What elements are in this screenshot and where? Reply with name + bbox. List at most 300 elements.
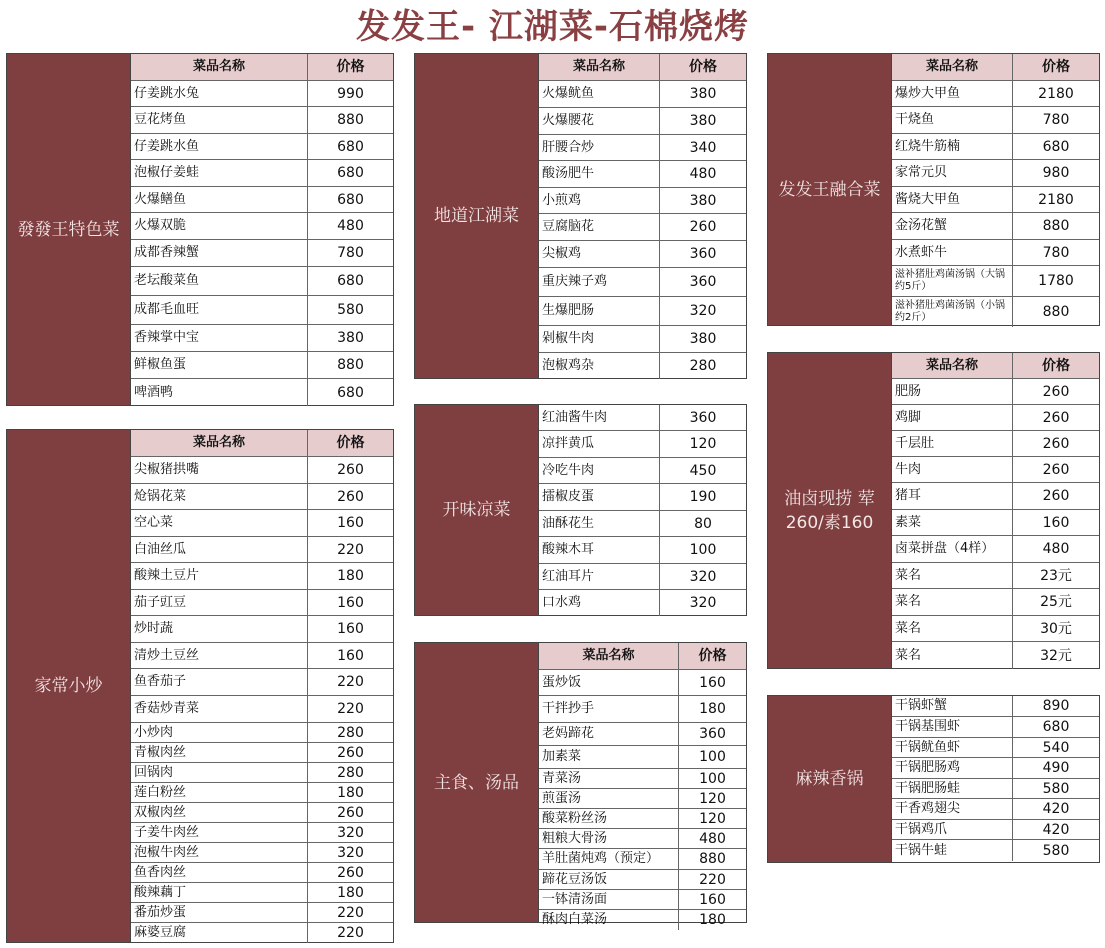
menu-item-row[interactable] (892, 840, 1099, 861)
menu-item-row[interactable] (131, 696, 393, 723)
dish-price: 580 (1042, 842, 1070, 859)
dish-name: 回锅肉 (131, 763, 308, 782)
menu-item-row[interactable] (131, 213, 393, 240)
menu-item-row[interactable] (892, 589, 1099, 616)
menu-item-row[interactable] (892, 642, 1099, 669)
category-label: 家常小炒 (7, 430, 131, 942)
menu-item-row[interactable] (892, 81, 1099, 107)
dish-name: 泡椒鸡杂 (539, 353, 660, 379)
dish-name: 红烧牛筋楠 (892, 134, 1013, 159)
dish-price: 380 (689, 331, 717, 347)
dish-name: 卤菜拼盘（4样） (892, 536, 1013, 562)
menu-section-table (767, 695, 1100, 863)
dish-name: 子姜牛肉丝 (131, 823, 308, 842)
menu-item-row[interactable] (539, 590, 746, 616)
dish-name: 生爆肥肠 (539, 297, 660, 325)
menu-item-row[interactable] (131, 883, 393, 903)
dish-name: 油酥花生 (539, 511, 660, 536)
menu-item-row[interactable] (892, 536, 1099, 563)
menu-item-row[interactable] (892, 266, 1099, 297)
dish-name: 一钵清汤面 (539, 890, 679, 909)
menu-item-row[interactable] (131, 484, 393, 510)
dish-name: 干拌抄手 (539, 696, 679, 722)
dish-name: 酸辣木耳 (539, 537, 660, 563)
dish-name: 素菜 (892, 510, 1013, 535)
menu-item-row[interactable] (131, 187, 393, 213)
dish-name: 双椒肉丝 (131, 803, 308, 822)
column-header-name: 菜品名称 (131, 54, 308, 80)
table-header-row (892, 54, 1099, 81)
menu-item-row[interactable] (539, 81, 746, 108)
dish-name: 冷吃牛肉 (539, 458, 660, 483)
table-header-row (539, 643, 746, 670)
dish-price: 360 (689, 246, 717, 262)
menu-item-row[interactable] (892, 717, 1099, 738)
dish-price: 100 (699, 749, 726, 765)
menu-item-row[interactable] (892, 405, 1099, 431)
dish-price: 420 (1042, 821, 1070, 838)
dish-name: 肝腰合炒 (539, 135, 660, 160)
dish-price: 160 (699, 891, 726, 908)
menu-rows (892, 696, 1099, 862)
menu-item-row[interactable] (539, 870, 746, 890)
dish-price: 1780 (1038, 273, 1074, 289)
menu-item-row[interactable] (892, 457, 1099, 483)
dish-price: 260 (337, 488, 364, 505)
dish-price: 160 (699, 674, 726, 691)
menu-item-row[interactable] (131, 669, 393, 696)
menu-item-row[interactable] (131, 563, 393, 590)
dish-price: 380 (689, 86, 717, 102)
category-label: 发发王融合菜 (768, 54, 892, 325)
dish-price: 480 (689, 166, 717, 182)
menu-item-row[interactable] (539, 431, 746, 458)
menu-title: 发发王- 江湖菜-石棉烧烤 (355, 7, 750, 47)
dish-price: 320 (689, 595, 717, 611)
menu-item-row[interactable] (892, 799, 1099, 820)
menu-item-row[interactable] (131, 643, 393, 669)
dish-price: 380 (689, 192, 717, 209)
dish-name: 爆炒大甲鱼 (892, 81, 1013, 106)
dish-price: 880 (1042, 304, 1070, 320)
dish-name: 仔姜跳水鱼 (131, 134, 308, 159)
dish-price: 540 (1042, 739, 1070, 756)
menu-item-row[interactable] (131, 783, 393, 803)
menu-item-row[interactable] (539, 809, 746, 829)
table-header-row (131, 430, 393, 457)
dish-price: 480 (699, 830, 726, 847)
menu-item-row[interactable] (892, 379, 1099, 405)
menu-rows (539, 643, 746, 928)
menu-item-row[interactable] (131, 379, 393, 406)
dish-price: 160 (337, 515, 364, 531)
dish-price: 360 (699, 726, 726, 742)
dish-price: 280 (337, 724, 364, 741)
dish-price: 100 (689, 542, 717, 558)
menu-item-row[interactable] (539, 135, 746, 161)
dish-price: 260 (1042, 488, 1070, 504)
category-label: 主食、汤品 (415, 643, 539, 922)
dish-price: 180 (699, 912, 726, 928)
menu-item-row[interactable] (131, 863, 393, 883)
dish-name: 菜名 (892, 642, 1013, 669)
dish-name: 火爆鳝鱼 (131, 187, 308, 212)
dish-name: 尖椒猪拱嘴 (131, 457, 308, 483)
menu-item-row[interactable] (539, 696, 746, 723)
menu-item-row[interactable] (892, 483, 1099, 510)
dish-name: 剁椒牛肉 (539, 326, 660, 352)
menu-item-row[interactable] (539, 241, 746, 268)
dish-price: 220 (337, 925, 364, 941)
dish-name: 干锅基围虾 (892, 717, 1013, 737)
dish-name: 干锅肥肠鸡 (892, 758, 1013, 778)
dish-price: 880 (1042, 218, 1070, 234)
menu-item-row[interactable] (539, 890, 746, 910)
dish-name: 茄子豇豆 (131, 590, 308, 615)
menu-item-row[interactable] (539, 849, 746, 870)
menu-item-row[interactable] (539, 670, 746, 696)
menu-item-row[interactable] (539, 789, 746, 809)
menu-item-row[interactable] (539, 746, 746, 769)
menu-item-row[interactable] (131, 923, 393, 943)
dish-name: 鸡脚 (892, 405, 1013, 430)
dish-price: 180 (337, 884, 364, 901)
dish-price: 30元 (1040, 620, 1072, 637)
dish-name: 家常元贝 (892, 160, 1013, 186)
dish-price: 260 (1042, 409, 1070, 426)
dish-price: 280 (689, 358, 717, 374)
menu-rows (892, 54, 1099, 325)
dish-price: 580 (1042, 780, 1070, 797)
category-label: 發發王特色菜 (7, 54, 131, 405)
dish-price: 680 (337, 273, 364, 289)
dish-name: 干锅鸡爪 (892, 820, 1013, 839)
dish-name: 煎蛋汤 (539, 789, 679, 808)
menu-item-row[interactable] (131, 352, 393, 379)
menu-section-table (414, 404, 747, 616)
dish-name: 口水鸡 (539, 590, 660, 616)
dish-name: 酸辣土豆片 (131, 563, 308, 589)
dish-price: 680 (1042, 138, 1070, 155)
dish-name: 仔姜跳水兔 (131, 81, 308, 106)
menu-item-row[interactable] (539, 564, 746, 590)
menu-section-table (767, 352, 1100, 669)
dish-name: 酸菜粉丝汤 (539, 809, 679, 828)
menu-item-row[interactable] (892, 563, 1099, 589)
dish-name: 红油耳片 (539, 564, 660, 589)
menu-item-row[interactable] (892, 107, 1099, 134)
dish-price: 80 (694, 515, 712, 532)
dish-name: 番茄炒蛋 (131, 903, 308, 922)
menu-item-row[interactable] (131, 743, 393, 763)
dish-price: 25元 (1040, 594, 1072, 610)
menu-item-row[interactable] (892, 187, 1099, 213)
menu-section-table (414, 642, 747, 928)
menu-item-row[interactable] (131, 267, 393, 296)
dish-price: 220 (337, 701, 364, 717)
dish-name: 酥肉白菜汤 (539, 910, 679, 930)
dish-price: 480 (337, 218, 364, 234)
dish-price: 120 (699, 810, 726, 827)
dish-price: 220 (337, 674, 364, 690)
dish-name: 老坛酸菜鱼 (131, 267, 308, 295)
dish-price: 160 (337, 647, 364, 664)
dish-price: 2180 (1038, 191, 1074, 208)
dish-name: 蛋炒饭 (539, 670, 679, 695)
dish-price: 890 (1042, 698, 1070, 714)
dish-name: 炒时蔬 (131, 616, 308, 642)
column-header-price: 价格 (698, 648, 727, 664)
dish-price: 160 (1042, 514, 1070, 531)
menu-item-row[interactable] (539, 326, 746, 353)
dish-name: 小炒肉 (131, 723, 308, 742)
dish-price: 260 (337, 864, 364, 881)
menu-item-row[interactable] (131, 763, 393, 783)
dish-name: 千层肚 (892, 431, 1013, 456)
column-header-price: 价格 (1042, 357, 1070, 374)
dish-name: 酸辣藕丁 (131, 883, 308, 902)
dish-name: 白油丝瓜 (131, 537, 308, 562)
column-header-price: 价格 (336, 435, 365, 451)
dish-price: 680 (1042, 719, 1070, 735)
dish-name: 红油酱牛肉 (539, 405, 660, 430)
dish-name: 青菜汤 (539, 769, 679, 788)
dish-price: 160 (337, 594, 364, 611)
menu-item-row[interactable] (539, 405, 746, 431)
dish-name: 滋补猪肚鸡菌汤锅（小锅约2斤） (892, 297, 1013, 327)
dish-name: 酱烧大甲鱼 (892, 187, 1013, 212)
menu-item-row[interactable] (131, 134, 393, 160)
dish-name: 火爆腰花 (539, 108, 660, 134)
category-label: 麻辣香锅 (768, 696, 892, 862)
category-label: 地道江湖菜 (415, 54, 539, 378)
dish-price: 220 (337, 541, 364, 558)
menu-item-row[interactable] (131, 843, 393, 863)
dish-price: 32元 (1040, 647, 1072, 664)
dish-name: 鱼香肉丝 (131, 863, 308, 882)
dish-name: 豆腐脑花 (539, 214, 660, 240)
dish-name: 重庆辣子鸡 (539, 268, 660, 296)
menu-item-row[interactable] (539, 484, 746, 511)
menu-item-row[interactable] (539, 214, 746, 241)
dish-name: 泡椒牛肉丝 (131, 843, 308, 862)
menu-item-row[interactable] (892, 820, 1099, 840)
menu-item-row[interactable] (131, 903, 393, 923)
dish-price: 23元 (1040, 567, 1072, 584)
table-header-row (539, 54, 746, 81)
menu-item-row[interactable] (539, 511, 746, 537)
dish-name: 牛肉 (892, 457, 1013, 482)
dish-price: 120 (699, 790, 726, 807)
table-header-row (892, 353, 1099, 379)
dish-price: 280 (337, 764, 364, 781)
menu-item-row[interactable] (131, 803, 393, 823)
menu-item-row[interactable] (131, 325, 393, 352)
dish-price: 320 (689, 568, 717, 585)
dish-name: 青椒肉丝 (131, 743, 308, 762)
menu-item-row[interactable] (892, 297, 1099, 327)
table-header-row (131, 54, 393, 81)
dish-name: 鲜椒鱼蛋 (131, 352, 308, 378)
dish-name: 泡椒仔姜蛙 (131, 160, 308, 186)
menu-item-row[interactable] (539, 829, 746, 849)
dish-name: 炝锅花菜 (131, 484, 308, 509)
column-header-name: 菜品名称 (131, 430, 308, 456)
dish-price: 180 (337, 784, 364, 801)
dish-price: 320 (337, 824, 364, 841)
menu-item-row[interactable] (131, 296, 393, 325)
dish-price: 490 (1042, 760, 1070, 776)
menu-item-row[interactable] (892, 510, 1099, 536)
menu-rows (131, 430, 393, 942)
column-header-name: 菜品名称 (892, 353, 1013, 378)
menu-item-row[interactable] (892, 779, 1099, 799)
dish-price: 980 (1042, 165, 1070, 181)
dish-price: 340 (689, 139, 717, 156)
dish-price: 2180 (1038, 85, 1074, 102)
dish-name: 清炒土豆丝 (131, 643, 308, 668)
dish-name: 香辣掌中宝 (131, 325, 308, 351)
dish-name: 干锅肥肠蛙 (892, 779, 1013, 798)
dish-name: 豆花烤鱼 (131, 107, 308, 133)
dish-price: 780 (1042, 244, 1070, 261)
dish-name: 菜名 (892, 563, 1013, 588)
dish-price: 180 (699, 701, 726, 717)
dish-price: 360 (689, 409, 717, 426)
dish-name: 火爆双脆 (131, 213, 308, 239)
dish-price: 680 (337, 138, 364, 155)
column-header-name: 菜品名称 (539, 643, 679, 669)
dish-name: 老妈蹄花 (539, 723, 679, 745)
dish-name: 莲白粉丝 (131, 783, 308, 802)
menu-item-row[interactable] (892, 696, 1099, 717)
menu-item-row[interactable] (892, 616, 1099, 642)
category-label: 开味凉菜 (415, 405, 539, 615)
dish-price: 120 (689, 436, 717, 452)
menu-item-row[interactable] (131, 240, 393, 267)
dish-price: 880 (337, 112, 364, 128)
dish-name: 粗粮大骨汤 (539, 829, 679, 848)
menu-item-row[interactable] (539, 188, 746, 214)
dish-name: 滋补猪肚鸡菌汤锅（大锅约5斤） (892, 266, 1013, 296)
dish-name: 小煎鸡 (539, 188, 660, 213)
menu-rows (131, 54, 393, 405)
dish-price: 190 (689, 489, 717, 505)
dish-name: 猪耳 (892, 483, 1013, 509)
dish-price: 320 (337, 844, 364, 861)
menu-item-row[interactable] (892, 431, 1099, 457)
dish-price: 780 (337, 245, 364, 261)
dish-price: 380 (689, 113, 717, 129)
column-header-price: 价格 (336, 59, 365, 75)
dish-name: 水煮虾牛 (892, 240, 1013, 265)
dish-name: 干锅虾蟹 (892, 696, 1013, 716)
dish-name: 干烧鱼 (892, 107, 1013, 133)
menu-item-row[interactable] (131, 107, 393, 134)
dish-name: 成都香辣蟹 (131, 240, 308, 266)
dish-name: 羊肚菌炖鸡（预定） (539, 849, 679, 869)
menu-item-row[interactable] (892, 213, 1099, 240)
dish-price: 260 (337, 462, 364, 478)
menu-item-row[interactable] (131, 510, 393, 537)
menu-item-row[interactable] (131, 723, 393, 743)
dish-name: 鱼香茄子 (131, 669, 308, 695)
menu-item-row[interactable] (539, 723, 746, 746)
menu-item-row[interactable] (539, 458, 746, 484)
column-header-price: 价格 (1042, 59, 1070, 75)
menu-rows (892, 353, 1099, 668)
dish-name: 尖椒鸡 (539, 241, 660, 267)
menu-item-row[interactable] (131, 537, 393, 563)
menu-item-row[interactable] (539, 108, 746, 135)
column-header-name: 菜品名称 (892, 54, 1013, 80)
menu-item-row[interactable] (892, 758, 1099, 779)
menu-item-row[interactable] (131, 160, 393, 187)
dish-name: 干锅牛蛙 (892, 840, 1013, 861)
dish-price: 100 (699, 770, 726, 787)
menu-item-row[interactable] (539, 297, 746, 326)
menu-item-row[interactable] (539, 161, 746, 188)
menu-item-row[interactable] (131, 823, 393, 843)
menu-item-row[interactable] (539, 537, 746, 564)
dish-price: 260 (1042, 383, 1070, 400)
menu-section-table (414, 53, 747, 379)
menu-item-row[interactable] (892, 160, 1099, 187)
dish-price: 260 (337, 744, 364, 761)
menu-rows (539, 405, 746, 615)
dish-name: 菜名 (892, 616, 1013, 641)
category-label: 油卤现捞 荤260/素160 (768, 353, 892, 668)
dish-name: 擂椒皮蛋 (539, 484, 660, 510)
menu-item-row[interactable] (539, 910, 746, 930)
menu-section-table (767, 53, 1100, 326)
menu-item-row[interactable] (539, 769, 746, 789)
dish-price: 990 (337, 85, 364, 102)
dish-name: 菜名 (892, 589, 1013, 615)
menu-item-row[interactable] (539, 353, 746, 379)
dish-name: 酸汤肥牛 (539, 161, 660, 187)
menu-item-row[interactable] (539, 268, 746, 297)
dish-name: 金汤花蟹 (892, 213, 1013, 239)
menu-item-row[interactable] (892, 738, 1099, 758)
menu-item-row[interactable] (131, 590, 393, 616)
dish-name: 空心菜 (131, 510, 308, 536)
dish-price: 380 (337, 330, 364, 346)
dish-price: 260 (337, 804, 364, 821)
dish-name: 干香鸡翅尖 (892, 799, 1013, 819)
dish-name: 干锅鱿鱼虾 (892, 738, 1013, 757)
dish-name: 麻婆豆腐 (131, 923, 308, 943)
dish-price: 220 (337, 904, 364, 921)
dish-name: 火爆鱿鱼 (539, 81, 660, 107)
dish-price: 360 (689, 274, 717, 290)
menu-item-row[interactable] (892, 240, 1099, 266)
menu-item-row[interactable] (131, 81, 393, 107)
menu-rows (539, 54, 746, 378)
menu-section-table (6, 53, 394, 406)
dish-price: 580 (337, 302, 364, 318)
dish-name: 啤酒鸭 (131, 379, 308, 406)
dish-name: 加素菜 (539, 746, 679, 768)
dish-price: 320 (689, 303, 717, 319)
dish-name: 成都毛血旺 (131, 296, 308, 324)
dish-price: 260 (1042, 435, 1070, 452)
menu-item-row[interactable] (131, 616, 393, 643)
menu-item-row[interactable] (131, 457, 393, 484)
menu-item-row[interactable] (892, 134, 1099, 160)
dish-price: 180 (337, 568, 364, 584)
dish-price: 780 (1042, 112, 1070, 128)
